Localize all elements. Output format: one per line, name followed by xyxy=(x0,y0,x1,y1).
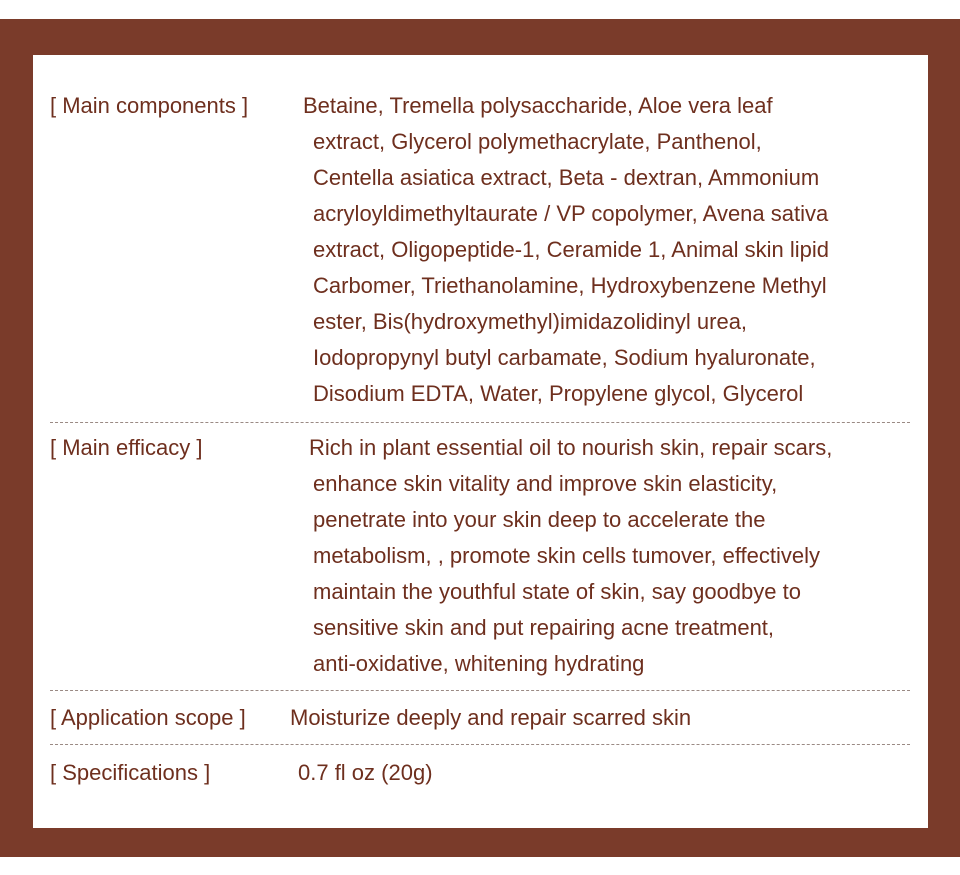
divider xyxy=(50,690,910,691)
efficacy-line: maintain the youthful state of skin, say goodbye to xyxy=(313,579,801,604)
components-line: ester, Bis(hydroxymethyl)imidazolidinyl urea, xyxy=(313,309,748,334)
components-line: Betaine, Tremella polysaccharide, Aloe vera leaf xyxy=(303,93,773,118)
efficacy-line: metabolism, , promote skin cells tumover, effectively xyxy=(313,543,821,568)
components-line: Centella asiatica extract, Beta - dextran, Ammonium xyxy=(313,165,820,190)
divider xyxy=(50,422,910,423)
components-line: Disodium EDTA, Water, Propylene glycol, Glycerol xyxy=(313,381,804,406)
efficacy-line: sensitive skin and put repairing acne treatment, xyxy=(313,615,775,640)
scope-value: Moisturize deeply and repair scarred skin xyxy=(290,705,692,730)
divider xyxy=(50,744,910,745)
scope-label: [ Application scope ] xyxy=(50,705,246,730)
components-line: extract, Oligopeptide-1, Ceramide 1, Animal skin lipid xyxy=(313,237,830,262)
efficacy-line: penetrate into your skin deep to accelerate the xyxy=(313,507,766,532)
efficacy-label: [ Main efficacy ] xyxy=(50,435,203,460)
components-line: acryloyldimethyltaurate / VP copolymer, Avena sativa xyxy=(313,201,829,226)
efficacy-line: Rich in plant essential oil to nourish skin, repair scars, xyxy=(309,435,833,460)
efficacy-line: enhance skin vitality and improve skin elasticity, xyxy=(313,471,778,496)
specs-label: [ Specifications ] xyxy=(50,760,211,785)
components-line: Carbomer, Triethanolamine, Hydroxybenzene Methyl xyxy=(313,273,827,298)
specs-value: 0.7 fl oz (20g) xyxy=(298,760,433,785)
components-line: extract, Glycerol polymethacrylate, Panthenol, xyxy=(313,129,762,154)
efficacy-line: anti-oxidative, whitening hydrating xyxy=(313,651,645,676)
components-label: [ Main components ] xyxy=(50,93,249,118)
components-line: Iodopropynyl butyl carbamate, Sodium hyaluronate, xyxy=(313,345,816,370)
